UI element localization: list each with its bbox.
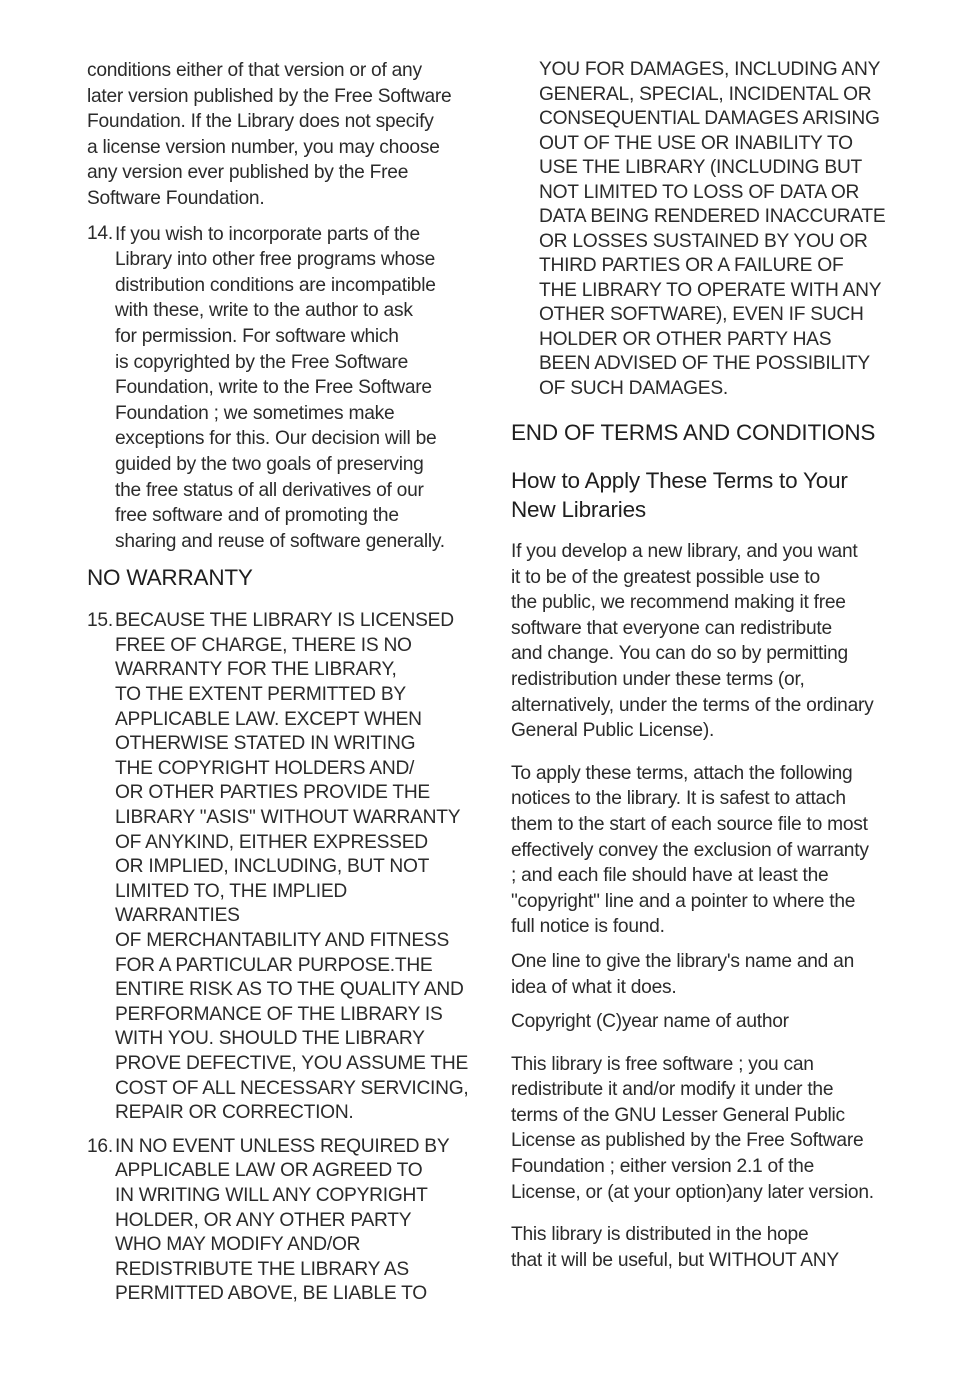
end-of-terms-heading: END OF TERMS AND CONDITIONS: [511, 420, 876, 445]
left-column: [87, 58, 472, 1307]
item-text: BECAUSE THE LIBRARY IS LICENSED FREE OF CHARGE, THERE IS NO WARRANTY FOR THE LIBRARY, TO THE EXTENT PERMITTED BY APPLICABLE LAW. EXCEPT WHEN OTHERWISE STATED IN WRITING THE COPYRIGHT HOLDERS AND/ OR OTHER PARTIES PROVIDE THE LIBRARY "ASIS" WITHOUT WARRANTY OF ANYKIND, EITHER EXPRESSED OR IMPLIED, INCLUDING, BUT NOT LIMITED TO, THE IMPLIED WARRANTIES OF MERCHANTABILITY AND FITNESS FOR A PARTICULAR PURPOSE.THE ENTIRE RISK AS TO THE QUALITY AND PERFORMANCE OF THE LIBRARY IS WITH YOU. SHOULD THE LIBRARY PROVE DEFECTIVE, YOU ASSUME THE COST OF ALL NECESSARY SERVICING, REPAIR OR CORRECTION.: [115, 610, 469, 1124]
how-to-apply-heading: How to Apply These Terms to Your New Libraries: [511, 468, 848, 522]
list-item-15: [87, 609, 472, 1125]
item-number: 15.: [87, 610, 113, 632]
no-warranty-heading: NO WARRANTY: [87, 565, 253, 591]
list-item-16: [87, 1135, 472, 1307]
item-text: IN NO EVENT UNLESS REQUIRED BY APPLICABLE LAW OR AGREED TO IN WRITING WILL ANY COPYRIGHT HOLDER, OR ANY OTHER PARTY WHO MAY MODIFY AND/OR REDISTRIBUTE THE LIBRARY AS PERMITTED ABOVE, BE LIABLE TO: [115, 1135, 450, 1305]
intro-paragraph: conditions either of that version or of any later version published by the Free Software Foundation. If the Library does not specify a license version number, you may choose any version ever published by the Free Software Foundation.: [87, 60, 452, 209]
paragraph-one-line: One line to give the library's name and an idea of what it does.: [511, 950, 855, 998]
item-number: 14.: [87, 222, 113, 244]
item-number: 16.: [87, 1135, 113, 1157]
item-text: If you wish to incorporate parts of the Library into other free programs whose distribution conditions are incompatible with these, write to the author to ask for permission. For software which is copyrighted by the Free Software Foundation, write to the Free Software Foundation ; we sometimes make exceptions for this. Our decision will be guided by the two goals of preserving the free status of all derivatives of our free software and of promoting the sharing and reuse of software generally.: [115, 223, 445, 552]
paragraph-free-software: This library is free software ; you can redistribute it and/or modify it under the terms of the GNU Lesser General Public License as published by the Free Software Foundation ; either version 2.1 of the License, or (at your option)any later version.: [511, 1053, 874, 1203]
paragraph-develop-library: If you develop a new library, and you want it to be of the greatest possible use to the public, we recommend making it free software that everyone can redistribute and change. You can do so by permitting redistribution under these terms (or, alternatively, under the terms of the ordinary General Public License).: [511, 541, 874, 742]
paragraph-apply-terms: To apply these terms, attach the following notices to the library. It is safest to attach them to the start of each source file to most effectively convey the exclusion of warranty ; and each file should have at least the "copyright" line and a pointer to where the full notice is found.: [511, 762, 869, 938]
list-item-14: [87, 222, 472, 555]
paragraph-distributed-hope: This library is distributed in the hope that it will be useful, but WITHOUT ANY: [511, 1224, 839, 1271]
right-column: [511, 58, 896, 1273]
paragraph-copyright: Copyright (C)year name of author: [511, 1011, 789, 1033]
item-16-continued: YOU FOR DAMAGES, INCLUDING ANY GENERAL, SPECIAL, INCIDENTAL OR CONSEQUENTIAL DAMAGES ARISING OUT OF THE USE OR INABILITY TO USE THE LIBRARY (INCLUDING BUT NOT LIMITED TO LOSS OF DATA OR DATA BEING RENDERED INACCURATE OR LOSSES SUSTAINED BY YOU OR THIRD PARTIES OR A FAILURE OF THE LIBRARY TO OPERATE WITH ANY OTHER SOFTWARE), EVEN IF SUCH HOLDER OR OTHER PARTY HAS BEEN ADVISED OF THE POSSIBILITY OF SUCH DAMAGES.: [539, 59, 886, 399]
